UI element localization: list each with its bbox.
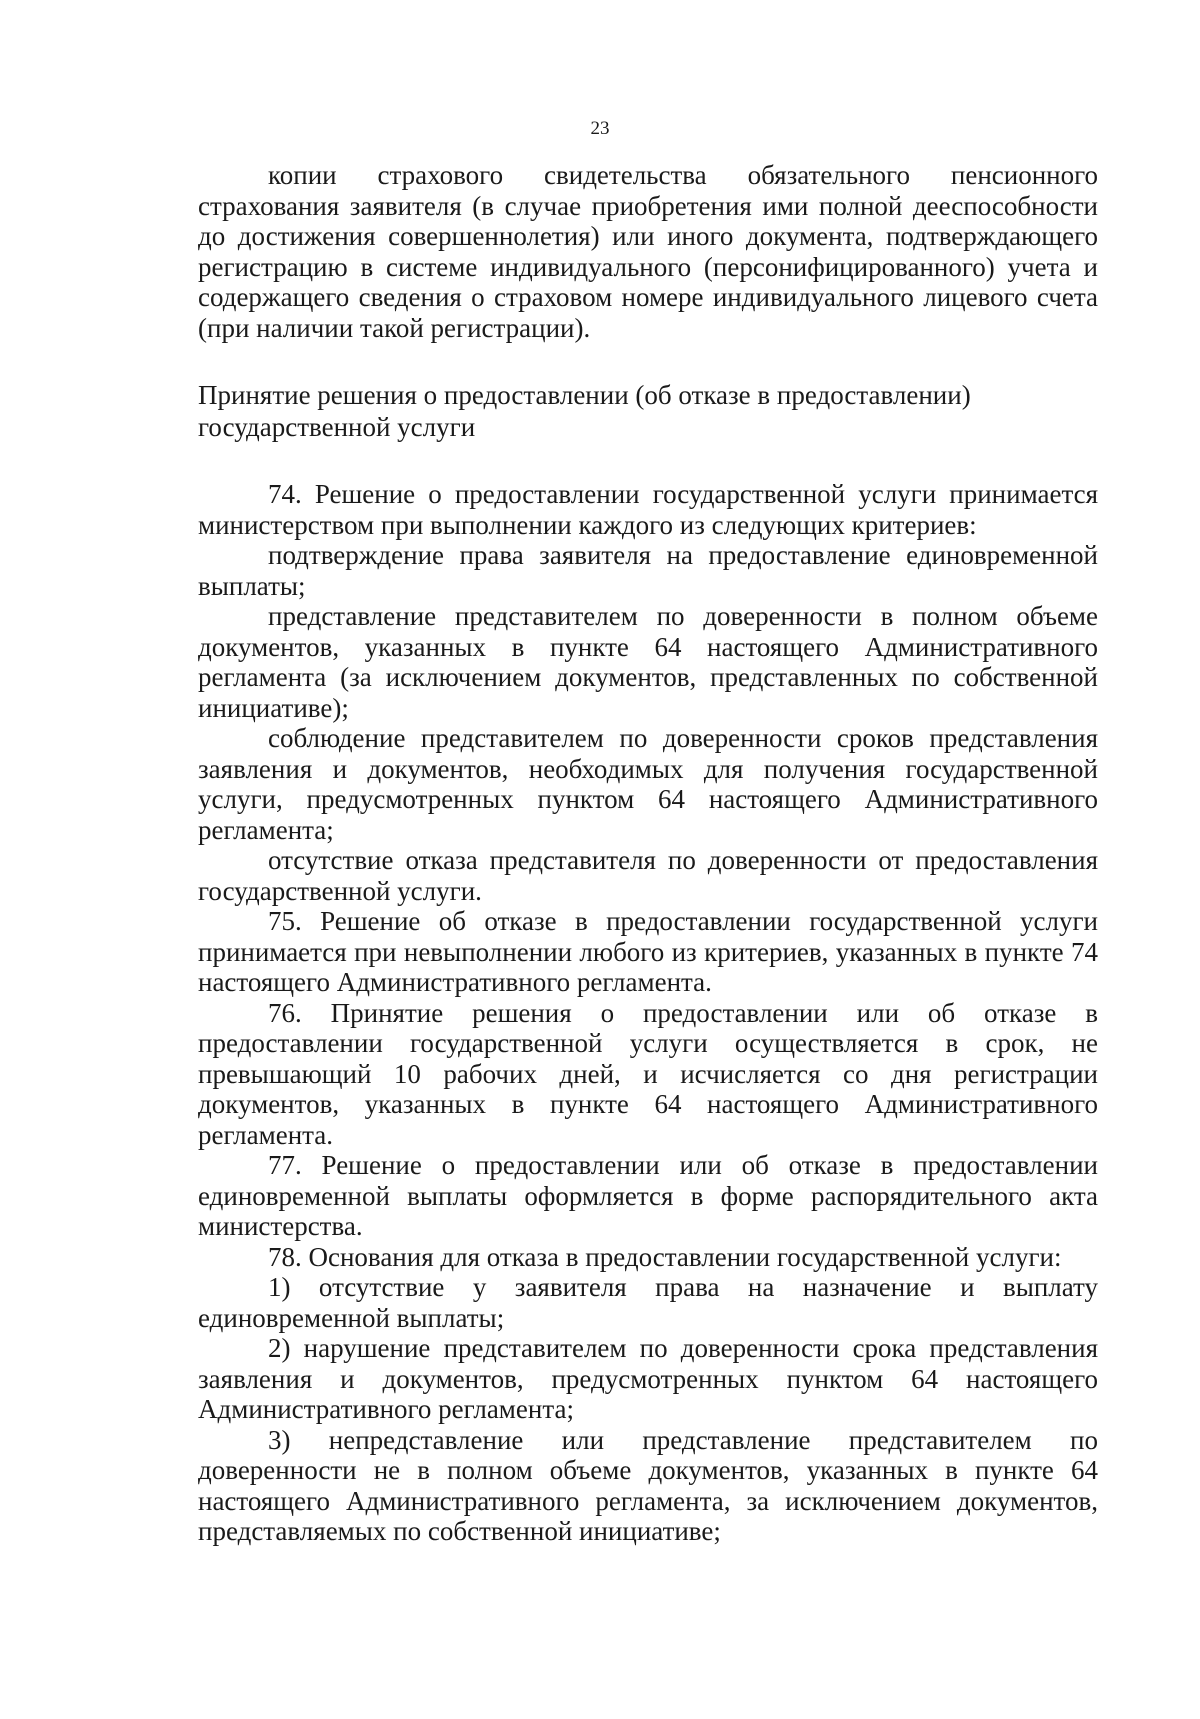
paragraph-75: 75. Решение об отказе в предоставлении государственной услуги принимается при невыполнении любого из критериев, указанных в пункте 74 настоящего Административного регламента. xyxy=(198,906,1098,997)
paragraph-74: 74. Решение о предоставлении государственной услуги принимается министерством при выполнении каждого из следующих критериев: xyxy=(198,479,1098,540)
paragraph-77: 77. Решение о предоставлении или об отказе в предоставлении единовременной выплаты оформляется в форме распорядительного акта министерства. xyxy=(198,1150,1098,1241)
refusal-ground-1: 1) отсутствие у заявителя права на назначение и выплату единовременной выплаты; xyxy=(198,1272,1098,1333)
refusal-ground-2: 2) нарушение представителем по доверенности срока представления заявления и документов, предусмотренных пунктом 64 настоящего Административного регламента; xyxy=(198,1333,1098,1424)
page-number: 23 xyxy=(590,118,610,139)
intro-paragraph: копии страхового свидетельства обязательного пенсионного страхования заявителя (в случае приобретения ими полной дееспособности до достижения совершеннолетия) или иного документа, подтверждающего регистрацию в системе индивидуального (персонифицированного) учета и содержащего сведения о страховом номере индивидуального лицевого счета (при наличии такой регистрации). xyxy=(198,160,1098,343)
section-heading-line-1: Принятие решения о предоставлении (об отказе в предоставлении) xyxy=(198,380,971,410)
section-heading-line-2: государственной услуги xyxy=(198,412,476,442)
document-body xyxy=(198,160,1098,1547)
section-heading xyxy=(198,379,1098,443)
criterion-no-refusal: отсутствие отказа представителя по доверенности от предоставления государственной услуги. xyxy=(198,845,1098,906)
criterion-deadlines: соблюдение представителем по доверенности сроков представления заявления и документов, необходимых для получения государственной услуги, предусмотренных пунктом 64 настоящего Административного регламента; xyxy=(198,723,1098,845)
refusal-ground-3: 3) непредставление или представление представителем по доверенности не в полном объеме документов, указанных в пункте 64 настоящего Административного регламента, за исключением документов, представляемых по собственной инициативе; xyxy=(198,1424,1098,1546)
criterion-full-documents: представление представителем по доверенности в полном объеме документов, указанных в пункте 64 настоящего Административного регламента (за исключением документов, представленных по собственной инициативе); xyxy=(198,601,1098,723)
paragraph-76: 76. Принятие решения о предоставлении или об отказе в предоставлении государственной услуги осуществляется в срок, не превышающий 10 рабочих дней, и исчисляется со дня регистрации документов, указанных в пункте 64 настоящего Административного регламента. xyxy=(198,997,1098,1150)
paragraph-78: 78. Основания для отказа в предоставлении государственной услуги: xyxy=(268,1241,1062,1272)
criterion-right-confirmation: подтверждение права заявителя на предоставление единовременной выплаты; xyxy=(198,540,1098,601)
